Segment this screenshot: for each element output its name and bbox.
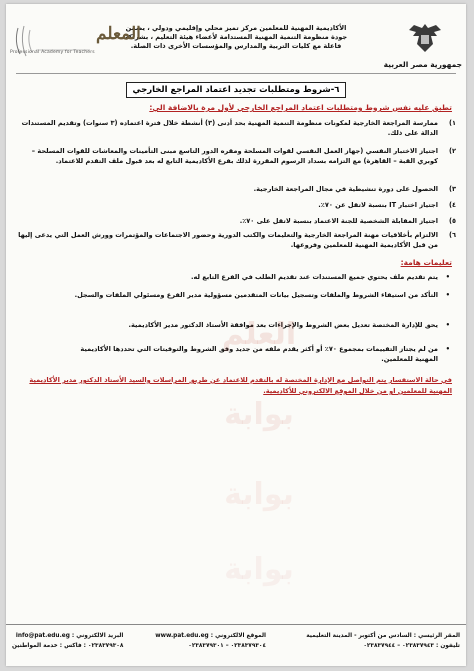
footer-phone: تليفون : ٠٢٣٨٣٧٩٤٣ – ٠٢٣٨٣٧٩٤٤ — [363, 643, 460, 649]
footer-email[interactable]: البريد الالكتروني : info@pat.edu.eg — [15, 633, 124, 639]
item-text: ممارسة المراجعة الخارجية لمكونات منظومة التنمية المهنية بحد أدنى (٣) أنشطة خلال فترة اعتماده (٣ سنوات) وتقديم المستندات الدالة على ذلك. — [21, 119, 438, 137]
note-item — [60, 344, 450, 366]
footer — [6, 624, 466, 666]
section-title: ٦-شروط ومتطلبات تجديد اعتماد المراجع الخارجي — [126, 82, 346, 98]
intro-line: فاعلة مع كليات التربية والمدارس والمؤسسات الأخرى ذات الصلة. — [130, 42, 342, 50]
item-number: ٢) — [448, 147, 456, 155]
item-number: ١) — [448, 119, 456, 127]
document-page — [6, 4, 466, 666]
bullet-icon: • — [445, 291, 450, 299]
academy-logo-text: المعلم — [96, 24, 141, 44]
requirement-item — [18, 200, 456, 212]
item-text: الحصول على دورة تنشيطية في مجال المراجعة الخارجية. — [253, 185, 438, 193]
svg-text:العلم: العلم — [221, 317, 297, 352]
item-number: ٥) — [448, 217, 456, 225]
header-divider — [16, 73, 456, 74]
bullet-icon: • — [445, 273, 450, 281]
item-number: ٣) — [448, 185, 456, 193]
svg-text:بوابة: بوابة — [224, 552, 294, 587]
country-name: جمهورية مصر العربية — [383, 60, 462, 69]
academy-logo-english: Professional Academy for Teachers — [10, 50, 95, 55]
footer-hq: المقر الرئيسي : السادس من أكتوبر - المدينة التعليمية — [306, 633, 460, 639]
note-item — [60, 272, 450, 284]
requirement-item — [18, 216, 456, 228]
note-text: يحق للإدارة المختصة تعديل بعض الشروط والإجراءات بعد موافقة الأستاذ الدكتور مدير الأكاديمية. — [128, 321, 438, 329]
letterhead — [6, 4, 466, 70]
footer-email-block — [12, 631, 123, 651]
notes-heading: تعليمات هامة: — [400, 258, 452, 267]
academy-logo — [10, 20, 100, 62]
intro-line: جودة منظومة التنمية المهنية المستدامة لأعضاء هيئة التعليم ، بشراكة — [124, 33, 348, 41]
note-item — [60, 290, 450, 310]
note-item — [60, 320, 450, 340]
requirement-item — [18, 230, 456, 252]
requirement-item — [18, 118, 456, 140]
item-number: ٤) — [448, 201, 456, 209]
bullet-icon: • — [445, 321, 450, 329]
bullet-icon: • — [445, 345, 450, 353]
footer-address-block — [306, 631, 460, 651]
footer-service: ٠٢٣٨٣٧٩٣٠٨ : فاكس : خدمة المواطنين — [12, 643, 124, 649]
intro-line: الأكاديمية المهنية للمعلمين مركز تميز محلي وإقليمي ودولي ، يضمن — [125, 24, 347, 32]
footer-web-block — [155, 631, 266, 651]
item-text: اجتياز المقابلة الشخصية للجنة الاعتماد بنسبة لاتقل على ٧٠٪. — [239, 217, 438, 225]
academy-intro — [106, 24, 366, 51]
item-text: اجتياز الاختبار النفسي (جهاز العمل النفسي لقوات المسلحة ومقره الدور التاسع مبنى التأمينات والمعاشات للقوات المسلحة – كوبري القبة – القاهرة) مع التزامه بسداد الرسوم المقررة لذلك بفرع الأكاديمية التابع له بعد قبول ملف التقدم للاعتماد. — [31, 147, 438, 165]
section-subtitle: تطبق عليه نفس شروط ومتطلبات اعتماد المراجع الخارجي لأول مرة بالاضافة الي: — [149, 103, 452, 112]
note-text: يتم تقديم ملف يحتوي جميع المستندات عند تقديم الطلب في الفرع التابع له. — [190, 273, 438, 281]
footer-fax: ٠٢٣٨٣٧٩٣٠٤ – ٠٢٣٨٣٧٩٣٠١ — [188, 643, 266, 649]
item-text: اجتياز اختبار IT بنسبة لاتقل عن ٧٠٪. — [318, 201, 438, 209]
requirement-item — [18, 146, 456, 178]
item-number: ٦) — [448, 231, 456, 239]
contact-note: في حالة الاستفسار يتم التواصل مع الإدارة المختصة له بالتقدم للاعتماد عن طريق المراسلات والسيد الأستاذ الدكتور مدير الأكاديمية المهنية للمعلمين او من خلال الموقع الالكتروني للأكاديمية. — [29, 376, 452, 395]
note-text: التأكد من استيفاء الشروط والملفات وتسجيل بيانات المتقدمين مسؤولية مدير الفرع ومسئولي الملفات والسجل. — [74, 291, 438, 299]
requirement-item — [18, 184, 456, 196]
note-text: من لم يجتاز التقييمات بمجموع ٧٠٪ أو أكثر يقدم ملفه من جديد وفق الشروط والتوقيتات التي تحددها الأكاديمية المهنية للمعلمين. — [80, 345, 438, 363]
egypt-eagle-emblem — [406, 22, 444, 54]
svg-text:بوابة: بوابة — [224, 397, 294, 432]
item-text: الالتزام بأخلاقيات مهنة المراجعة الخارجية والتعليمات والكتب الدورية وحضور الاجتماعات والمؤتمرات وورش العمل التي يدعى إليها من قبل الأكاديمية المهنية للمعلمين وفروعها. — [18, 231, 438, 249]
svg-text:بوابة: بوابة — [224, 477, 294, 512]
footer-website[interactable]: الموقع الالكتروني : www.pat.edu.eg — [155, 633, 266, 639]
